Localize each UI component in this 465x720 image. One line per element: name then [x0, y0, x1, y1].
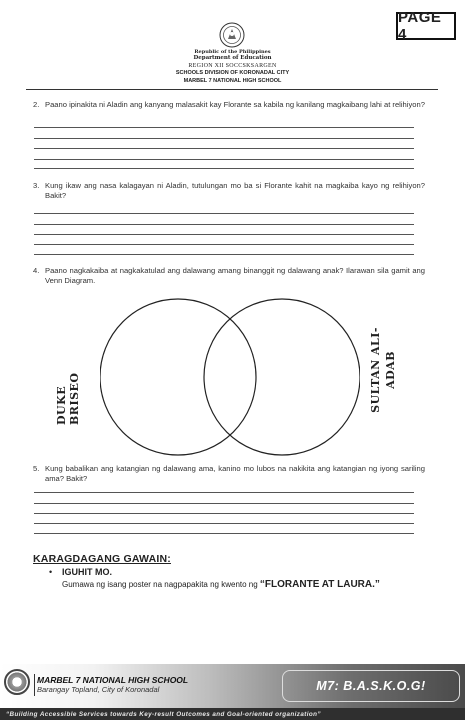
answer-line[interactable]	[34, 513, 414, 514]
venn-label-right	[362, 320, 404, 420]
question-4	[33, 266, 425, 285]
question-text: Paano ipinakita ni Aladin ang kanyang malasakit kay Florante sa kabila ng kanilang magkaibang lahi at relihiyon?	[45, 100, 425, 109]
venn-circle-left[interactable]	[100, 299, 256, 455]
task-instruction-title: “FLORANTE AT LAURA.”	[259, 579, 380, 590]
answer-line[interactable]	[34, 533, 414, 534]
page-footer	[0, 664, 465, 720]
question-number: 4.	[33, 266, 40, 275]
answer-line[interactable]	[34, 523, 414, 524]
answer-line[interactable]	[34, 244, 414, 245]
additional-activity-heading: KARAGDAGANG GAWAIN:	[33, 553, 171, 565]
answer-line[interactable]	[34, 224, 414, 225]
venn-circle-right[interactable]	[204, 299, 360, 455]
footer-divider	[34, 674, 35, 696]
question-3	[33, 181, 425, 200]
footer-address: Barangay Topland, City of Koronadal	[37, 685, 160, 694]
header-department: Department of Education	[193, 55, 272, 61]
venn-label-right-line1: SULTAN ALI-	[369, 327, 382, 413]
question-number: 3.	[33, 181, 40, 190]
answer-line[interactable]	[34, 127, 414, 128]
venn-diagram[interactable]	[100, 292, 360, 462]
header-region: REGION XII SOCCSKSARGEN	[188, 63, 277, 69]
task-title: IGUHIT MO.	[62, 567, 112, 577]
venn-label-right-line2: ADAB	[384, 351, 397, 389]
task-instruction	[62, 579, 380, 590]
answer-line[interactable]	[34, 148, 414, 149]
header-republic: Republic of the Philippines	[194, 49, 271, 55]
answer-line[interactable]	[34, 254, 414, 255]
question-2	[33, 100, 425, 110]
bullet-icon: •	[49, 567, 53, 577]
header-divider	[26, 89, 438, 90]
question-number: 2.	[33, 100, 40, 109]
page-number-badge: PAGE 4	[396, 12, 456, 40]
answer-line[interactable]	[34, 168, 414, 169]
deped-seal-icon	[219, 22, 245, 48]
question-5	[33, 464, 425, 483]
school-logo-icon	[4, 669, 30, 695]
footer-motto-badge: M7: B.A.S.K.O.G!	[282, 670, 460, 702]
header-division: SCHOOLS DIVISION OF KORONADAL CITY	[175, 70, 290, 76]
answer-line[interactable]	[34, 159, 414, 160]
question-text: Kung babalikan ang katangian ng dalawang ama, kanino mo lubos na nakikita ang katangian ng iyong sariling ama? Bakit?	[45, 464, 425, 483]
answer-line[interactable]	[34, 138, 414, 139]
header-school: MARBEL 7 NATIONAL HIGH SCHOOL	[183, 78, 282, 84]
question-text: Kung ikaw ang nasa kalagayan ni Aladin, tutulungan mo ba si Florante kahit na magkaiba kayo ng relihiyon? Bakit?	[45, 181, 425, 200]
answer-line[interactable]	[34, 234, 414, 235]
task-instruction-text: Gumawa ng isang poster na nagpapakita ng kwento ng	[62, 580, 258, 589]
question-text: Paano nagkakaiba at nagkakatulad ang dalawang amang binanggit ng dalawang anak? Ilarawan sila gamit ang Venn Diagram.	[45, 266, 425, 285]
answer-line[interactable]	[34, 213, 414, 214]
answer-line[interactable]	[34, 492, 414, 493]
answer-line[interactable]	[34, 503, 414, 504]
question-number: 5.	[33, 464, 40, 473]
footer-motto-strip: “Building Accessible Services towards Key-result Outcomes and Goal-oriented organization”	[0, 708, 465, 720]
footer-school-name: MARBEL 7 NATIONAL HIGH SCHOOL	[37, 675, 189, 685]
venn-label-left: DUKE BRISEO	[55, 372, 81, 425]
